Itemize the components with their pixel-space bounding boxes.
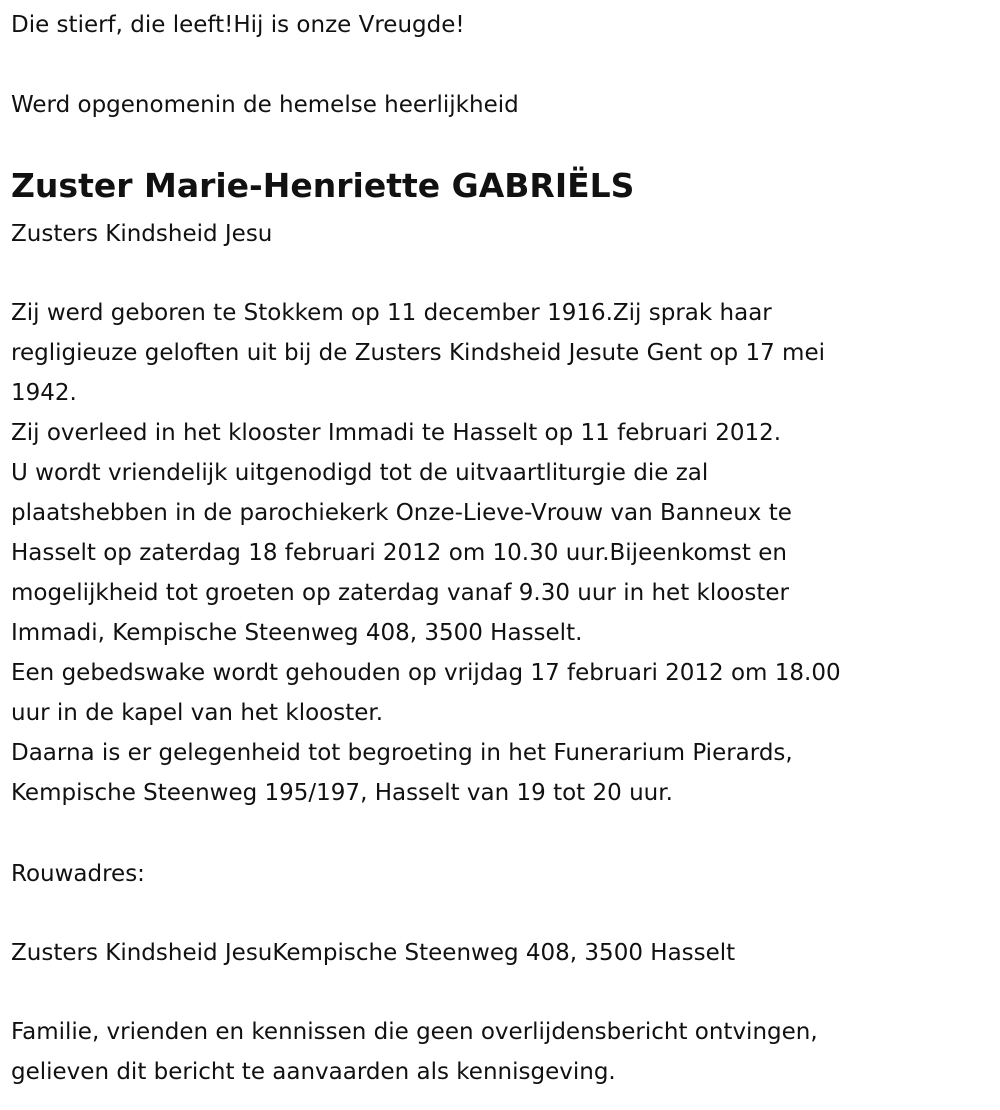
- page-title: Zuster Marie-Henriette GABRIËLS: [11, 166, 635, 205]
- intro-line: Werd opgenomenin de hemelse heerlijkheid: [11, 92, 519, 118]
- address-text: Zusters Kindsheid JesuKempische Steenweg 408, 3500 Hasselt: [11, 940, 736, 966]
- body-line: Zij werd geboren te Stokkem op 11 december 1916.Zij sprak haar: [11, 300, 772, 326]
- closing-note: [11, 1012, 1000, 1092]
- address-label: [11, 854, 1000, 894]
- congregation-text: Zusters Kindsheid Jesu: [11, 221, 273, 247]
- intro-line: Die stierf, die leeft!Hij is onze Vreugde!: [11, 12, 465, 38]
- body-line: U wordt vriendelijk uitgenodigd tot de uitvaartliturgie die zal: [11, 460, 709, 486]
- body-line: Een gebedswake wordt gehouden op vrijdag 17 februari 2012 om 18.00: [11, 660, 841, 686]
- closing-line: gelieven dit bericht te aanvaarden als kennisgeving.: [11, 1059, 616, 1085]
- intro-statement: [11, 85, 1000, 125]
- body-line: uur in de kapel van het klooster.: [11, 700, 384, 726]
- announcement-body: [11, 293, 1000, 813]
- mourning-address: [11, 933, 1000, 973]
- body-line: Hasselt op zaterdag 18 februari 2012 om 10.30 uur.Bijeenkomst en: [11, 540, 787, 566]
- congregation: [11, 214, 1000, 254]
- closing-line: Familie, vrienden en kennissen die geen overlijdensbericht ontvingen,: [11, 1019, 818, 1045]
- deceased-name: [11, 164, 1000, 208]
- body-line: regligieuze geloften uit bij de Zusters Kindsheid Jesute Gent op 17 mei: [11, 340, 825, 366]
- body-line: Zij overleed in het klooster Immadi te Hasselt op 11 februari 2012.: [11, 420, 782, 446]
- intro-quote: [11, 5, 1000, 45]
- body-line: Kempische Steenweg 195/197, Hasselt van 19 tot 20 uur.: [11, 780, 673, 806]
- body-line: plaatshebben in de parochiekerk Onze-Lieve-Vrouw van Banneux te: [11, 500, 792, 526]
- address-label-text: Rouwadres:: [11, 861, 145, 887]
- body-line: 1942.: [11, 380, 77, 406]
- body-line: Daarna is er gelegenheid tot begroeting in het Funerarium Pierards,: [11, 740, 793, 766]
- body-line: Immadi, Kempische Steenweg 408, 3500 Hasselt.: [11, 620, 583, 646]
- body-line: mogelijkheid tot groeten op zaterdag vanaf 9.30 uur in het klooster: [11, 580, 789, 606]
